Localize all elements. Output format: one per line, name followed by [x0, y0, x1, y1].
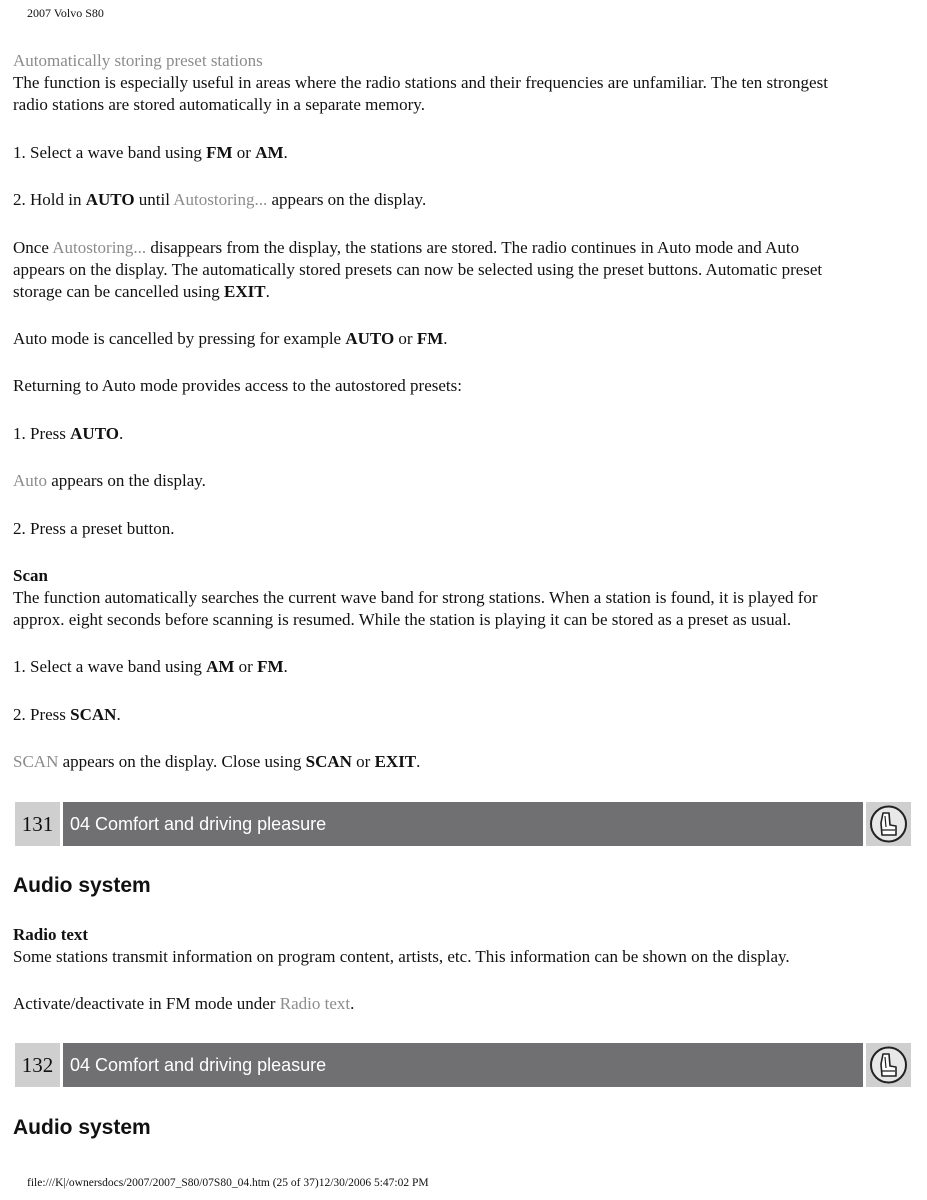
bold-keyword: AUTO	[85, 190, 135, 209]
paragraph-line	[13, 328, 448, 350]
display-text: SCAN	[13, 752, 59, 771]
text-segment: appears on the display. Close using	[58, 752, 306, 771]
paragraph-line: approx. eight seconds before scanning is resumed. While the station is playing it can be stored as a preset as usual.	[13, 610, 792, 629]
section-title: Audio system	[13, 1116, 151, 1139]
bold-keyword: FM	[206, 143, 233, 162]
text-segment: .	[116, 705, 121, 724]
bold-keyword: SCAN	[70, 705, 117, 724]
paragraph-line: The function automatically searches the current wave band for strong stations. When a station is found, it is played for	[13, 588, 818, 607]
display-text: Radio text	[279, 994, 351, 1013]
paragraph-line: radio stations are stored automatically in a separate memory.	[13, 95, 425, 114]
document-header: 2007 Volvo S80	[27, 6, 104, 20]
text-segment: Activate/deactivate in FM mode under	[13, 994, 280, 1013]
text-segment: .	[265, 282, 270, 301]
paragraph-line: The function is especially useful in areas where the radio stations and their frequencies are unfamiliar. The ten strongest	[13, 73, 828, 92]
paragraph-line	[13, 470, 206, 492]
step-line	[13, 142, 288, 164]
text-segment: .	[443, 329, 448, 348]
bold-keyword: FM	[257, 657, 284, 676]
display-text: Auto	[13, 471, 47, 490]
text-segment: .	[283, 143, 288, 162]
paragraph-line: Returning to Auto mode provides access to the autostored presets:	[13, 376, 462, 395]
scan-heading	[13, 565, 48, 587]
seat-icon	[866, 1043, 911, 1087]
page-number: 131	[15, 802, 60, 846]
paragraph-line: appears on the display. The automatically stored presets can now be selected using the preset buttons. Automatic preset	[13, 260, 823, 279]
text-segment: or	[394, 329, 417, 348]
text-segment: .	[283, 657, 288, 676]
bold-keyword: SCAN	[305, 752, 352, 771]
text-segment: 1. Select a wave band using	[13, 657, 207, 676]
text-segment: or	[351, 752, 375, 771]
bold-keyword: AUTO	[345, 329, 395, 348]
bold-keyword: AM	[255, 143, 284, 162]
step-line	[13, 423, 123, 445]
paragraph-line: Some stations transmit information on program content, artists, etc. This information can be shown on the display.	[13, 947, 790, 966]
page-banner	[15, 1043, 911, 1087]
page-banner	[15, 802, 911, 846]
bold-keyword: AUTO	[70, 424, 119, 443]
display-text: Autostoring...	[173, 190, 268, 209]
paragraph-line	[13, 237, 799, 259]
bold-heading: Scan	[13, 566, 48, 585]
step-line	[13, 189, 426, 211]
text-segment: storage can be cancelled using	[13, 282, 224, 301]
subheading	[13, 924, 88, 946]
section-heading: Automatically storing preset stations	[13, 51, 263, 70]
text-segment: or	[232, 143, 256, 162]
paragraph-line	[13, 993, 354, 1015]
text-segment: 1. Press	[13, 424, 71, 443]
text-segment: Once	[13, 238, 53, 257]
bold-keyword: AM	[206, 657, 235, 676]
text-segment: .	[118, 424, 124, 443]
paragraph-line	[13, 751, 420, 773]
text-segment: 2. Hold in	[13, 190, 86, 209]
bold-heading: Radio text	[13, 925, 89, 944]
text-segment: .	[350, 994, 355, 1013]
bold-keyword: FM	[416, 329, 444, 348]
chapter-title: 04 Comfort and driving pleasure	[63, 1043, 863, 1087]
step-line	[13, 704, 121, 726]
text-segment: appears on the display.	[267, 190, 427, 209]
seat-icon	[866, 802, 911, 846]
section-title: Audio system	[13, 874, 151, 897]
step-line: 2. Press a preset button.	[13, 519, 175, 538]
paragraph-line	[13, 281, 270, 303]
chapter-title: 04 Comfort and driving pleasure	[63, 802, 863, 846]
text-segment: 2. Press	[13, 705, 71, 724]
text-segment: Auto mode is cancelled by pressing for example	[13, 329, 346, 348]
text-segment: 1. Select a wave band using	[13, 143, 207, 162]
file-path-footer: file:///K|/ownersdocs/2007/2007_S80/07S80_04.htm (25 of 37)12/30/2006 5:47:02 PM	[27, 1177, 429, 1189]
text-segment: or	[234, 657, 258, 676]
text-segment: appears on the display.	[47, 471, 206, 490]
step-line	[13, 656, 288, 678]
display-text: Autostoring...	[52, 238, 147, 257]
text-segment: until	[134, 190, 174, 209]
text-segment: disappears from the display, the stations are stored. The radio continues in Auto mode and Auto	[146, 238, 800, 257]
text-segment: .	[416, 752, 421, 771]
bold-keyword: EXIT	[224, 282, 266, 301]
page-number: 132	[15, 1043, 60, 1087]
bold-keyword: EXIT	[374, 752, 417, 771]
